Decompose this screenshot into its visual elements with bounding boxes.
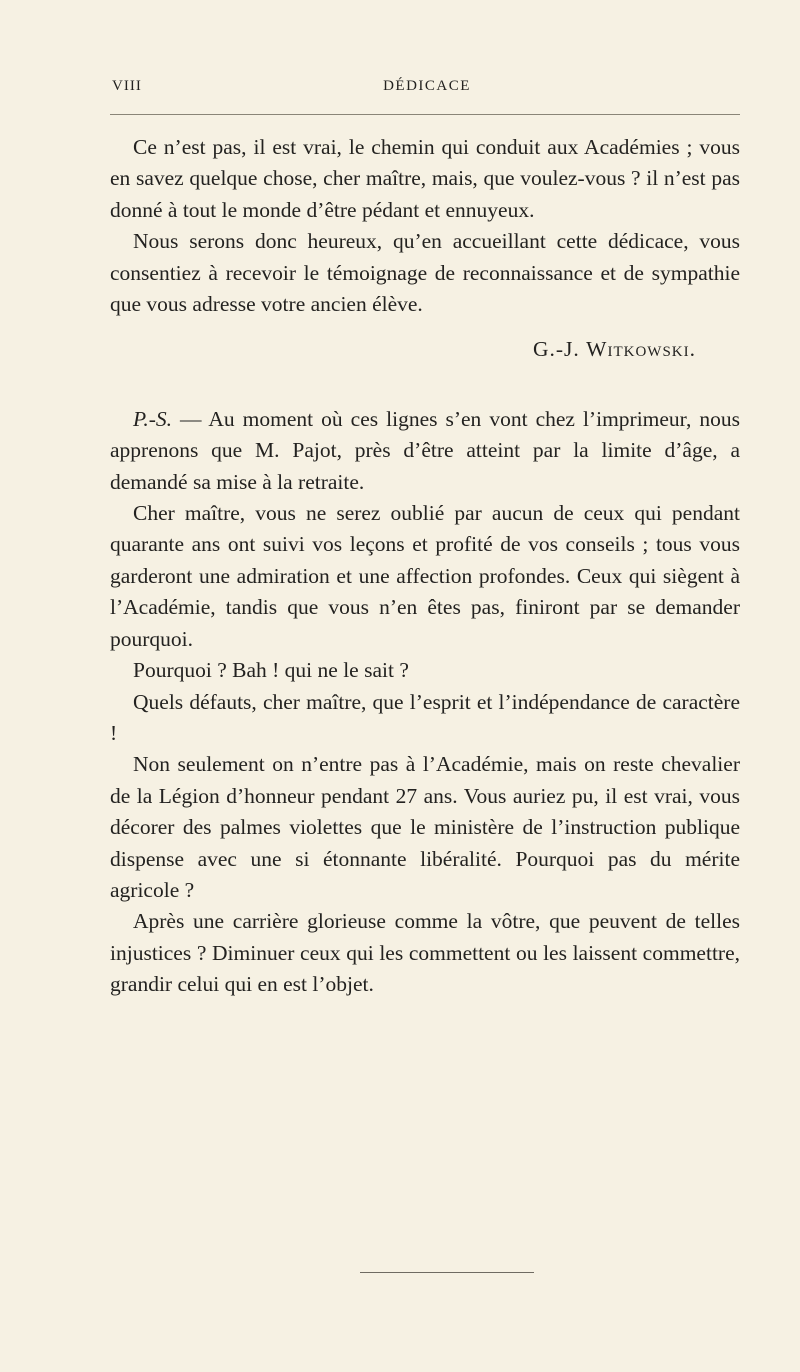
dedication-paragraph: Nous serons donc heureux, qu’en accueillant cette dédicace, vous consentiez à recevoir le témoignage de reconnaissance et de sympathie que vous adresse votre ancien élève. bbox=[110, 229, 740, 317]
signature-initials: G.-J. bbox=[532, 337, 580, 362]
running-head: DÉDICACE bbox=[383, 78, 471, 94]
dedication-paragraph: Ce n’est pas, il est vrai, le chemin qui conduit aux Académies ; vous en savez quelque chose, cher maître, mais, que voulez-vous ? il n’est pas donné à tout le monde d’être pédant et ennuyeux. bbox=[110, 135, 740, 222]
postscript-paragraph: Cher maître, vous ne serez oublié par aucun de ceux qui pendant quarante ans ont suivi vos leçons et profité de vos conseils ; tous vous garderont une admiration et une affection profondes. Ceux qui siègent à l’Académie, tandis que vous n’en êtes pas, finiront par se demander pourquoi. bbox=[110, 501, 740, 651]
end-rule bbox=[360, 1272, 534, 1273]
postscript-paragraph: Pourquoi ? Bah ! qui ne le sait ? bbox=[133, 658, 409, 683]
postscript-paragraph: Quels défauts, cher maître, que l’esprit et l’indépendance de caractère ! bbox=[110, 689, 740, 745]
postscript-paragraph: Non seulement on n’entre pas à l’Académie, mais on reste chevalier de la Légion d’honneur pendant 27 ans. Vous auriez pu, il est vrai, vous décorer des palmes violettes que le ministère de l’instruction publique dispense avec une si étonnante libéralité. Pourquoi pas du mérite agricole ? bbox=[110, 752, 740, 902]
postscript-label: P.-S. bbox=[133, 406, 173, 431]
signature-name: Witkowski. bbox=[586, 337, 696, 362]
page-header bbox=[112, 78, 742, 102]
page-number: VIII bbox=[112, 78, 142, 94]
header-rule bbox=[110, 114, 740, 115]
body-text bbox=[110, 132, 740, 1001]
postscript-paragraph: Après une carrière glorieuse comme la vôtre, que peuvent de telles injustices ? Diminuer ceux qui les commettent ou les laissent commettre, grandir celui qui en est l’objet. bbox=[110, 909, 740, 997]
postscript-opening bbox=[110, 404, 740, 498]
postscript-opening-text: — Au moment où ces lignes s’en vont chez l’imprimeur, nous apprenons que M. Pajot, près d’être atteint par la limite d’âge, a demandé sa mise à la retraite. bbox=[110, 406, 740, 494]
signature bbox=[110, 334, 740, 365]
